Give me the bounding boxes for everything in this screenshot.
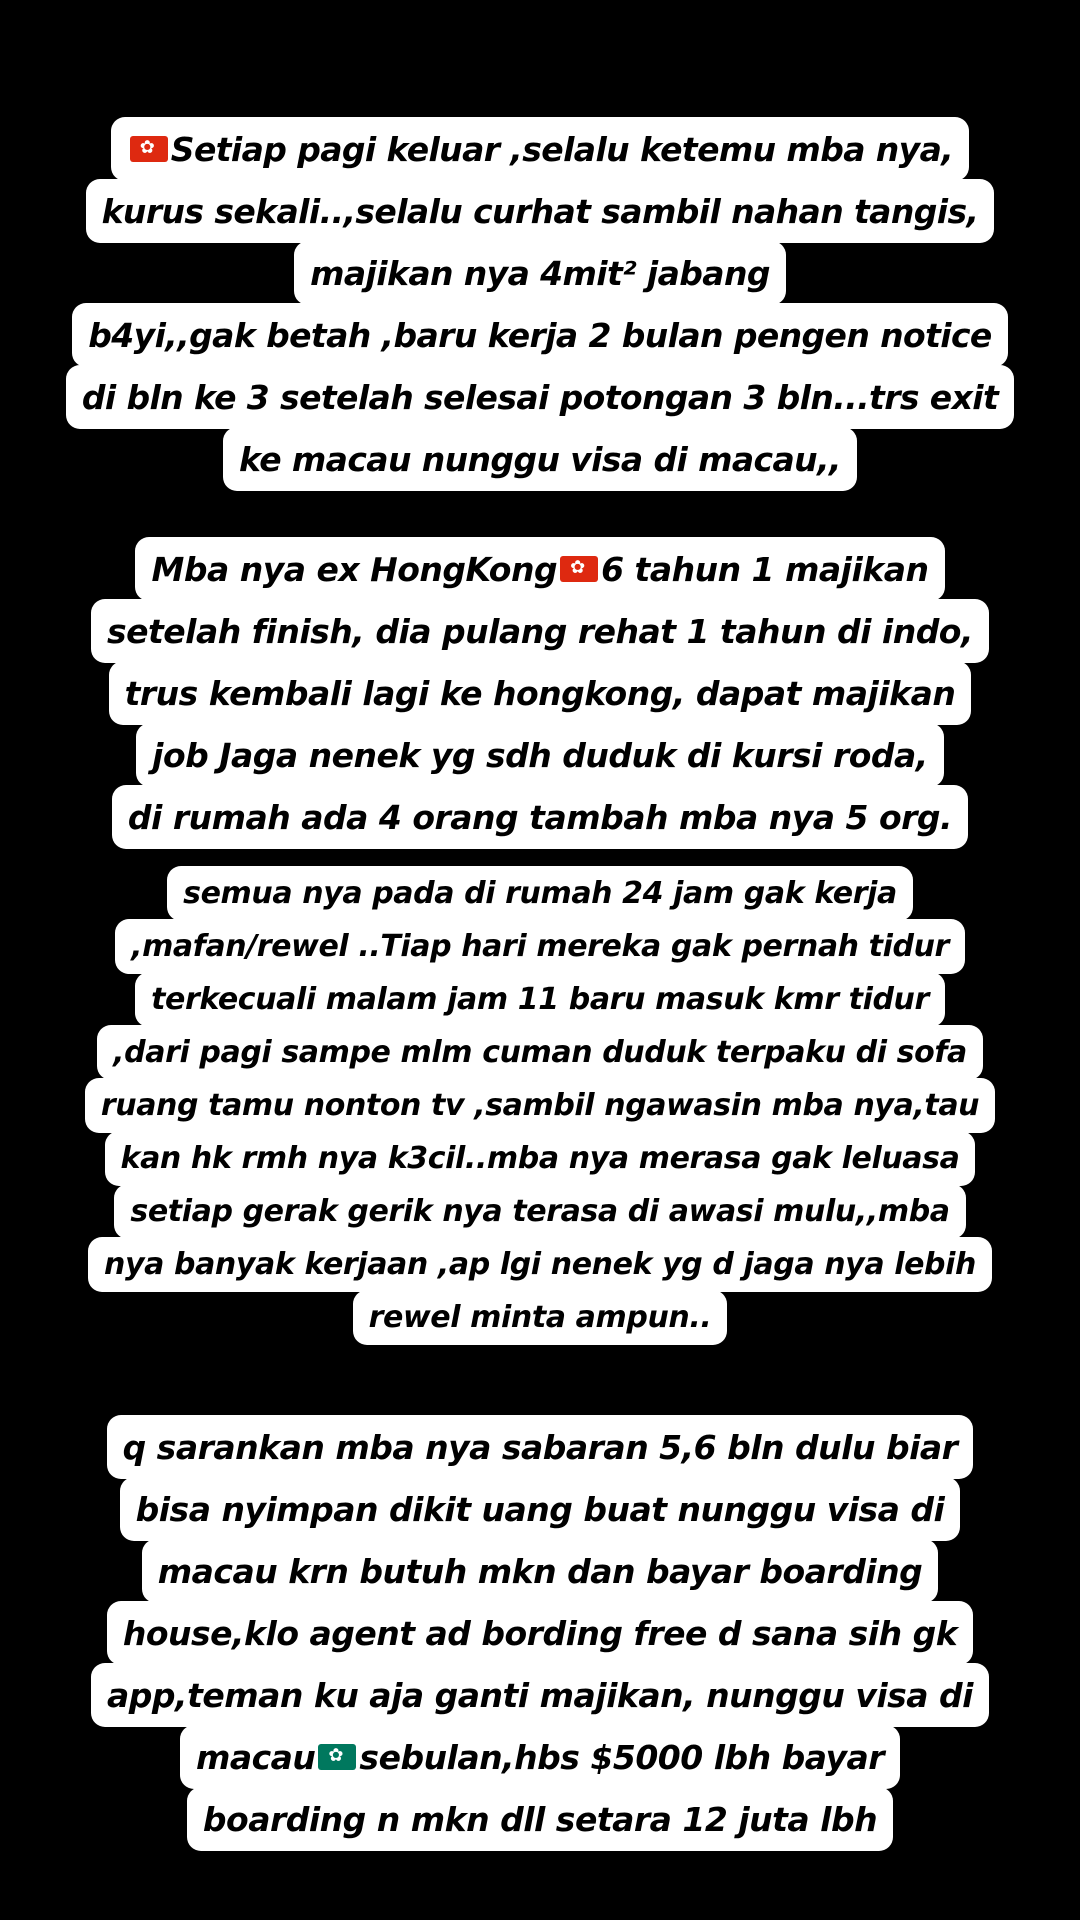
caption-line — [294, 241, 786, 305]
caption-text: app,teman ku aja ganti majikan, nunggu visa di — [107, 1675, 973, 1715]
caption-text: setiap gerak gerik nya terasa di awasi mulu,,mba — [130, 1194, 950, 1229]
caption-line — [88, 1237, 992, 1292]
caption-block-3 — [0, 866, 1080, 1343]
caption-line — [142, 1539, 939, 1603]
caption-line — [85, 1078, 995, 1133]
caption-text: di rumah ada 4 orang tambah mba nya 5 org. — [127, 797, 953, 837]
caption-text: house,klo agent ad bording free d sana sih gk — [122, 1613, 958, 1653]
caption-text: ke macau nunggu visa di macau,, — [239, 439, 841, 479]
caption-line — [187, 1787, 893, 1851]
caption-block-4 — [0, 1415, 1080, 1849]
caption-text: majikan nya 4mit² jabang — [310, 253, 770, 293]
caption-line — [72, 303, 1007, 367]
caption-line — [107, 1415, 974, 1479]
caption-text: ruang tamu nonton tv ,sambil ngawasin mba nya,tau — [100, 1088, 980, 1123]
caption-text: Setiap pagi keluar ,selalu ketemu mba nya, — [170, 129, 954, 169]
caption-line — [107, 1601, 973, 1665]
caption-text: terkecuali malam jam 11 baru masuk kmr tidur — [151, 982, 929, 1017]
caption-text: boarding n mkn dll setara 12 juta lbh — [202, 1799, 878, 1839]
caption-text: ,dari pagi sampe mlm cuman duduk terpaku di sofa — [113, 1035, 967, 1070]
caption-line — [112, 785, 968, 849]
caption-text: setelah finish, dia pulang rehat 1 tahun di indo, — [106, 611, 974, 651]
caption-line — [135, 537, 944, 601]
hong-kong-flag-icon — [130, 136, 168, 162]
caption-text: q sarankan mba nya sabaran 5,6 bln dulu biar — [122, 1427, 958, 1467]
caption-line — [91, 1663, 989, 1727]
caption-line — [114, 1184, 965, 1239]
caption-text: ,mafan/rewel ..Tiap hari mereka gak pernah tidur — [131, 929, 949, 964]
caption-text: semua nya pada di rumah 24 jam gak kerja — [183, 876, 897, 911]
caption-line — [86, 179, 995, 243]
caption-line — [135, 972, 945, 1027]
caption-line — [105, 1131, 976, 1186]
caption-line — [136, 723, 944, 787]
caption-line — [91, 599, 989, 663]
caption-line — [66, 365, 1014, 429]
caption-text: nya banyak kerjaan ,ap lgi nenek yg d jaga nya lebih — [104, 1247, 976, 1282]
caption-text: job Jaga nenek yg sdh duduk di kursi roda, — [152, 735, 928, 775]
caption-text: b4yi,,gak betah ,baru kerja 2 bulan pengen notice — [88, 315, 992, 355]
caption-text: macau krn butuh mkn dan bayar boarding — [157, 1551, 923, 1591]
caption-text: bisa nyimpan dikit uang buat nunggu visa di — [135, 1489, 945, 1529]
caption-text: rewel minta ampun.. — [368, 1300, 712, 1335]
caption-line — [120, 1477, 961, 1541]
caption-line — [109, 661, 972, 725]
caption-text: macau — [195, 1737, 316, 1777]
caption-block-1 — [0, 117, 1080, 489]
caption-block-2 — [0, 537, 1080, 847]
caption-text-after: sebulan,hbs $5000 lbh bayar — [359, 1737, 885, 1777]
caption-text: di bln ke 3 setelah selesai potongan 3 bln...trs exit — [81, 377, 999, 417]
caption-line — [115, 919, 965, 974]
caption-line — [97, 1025, 983, 1080]
caption-line — [180, 1725, 900, 1789]
caption-line — [223, 427, 857, 491]
caption-text: kurus sekali..,selalu curhat sambil nahan tangis, — [101, 191, 979, 231]
caption-line — [167, 866, 913, 921]
hong-kong-flag-icon — [560, 556, 598, 582]
caption-text-after: 6 tahun 1 majikan — [601, 549, 929, 589]
macau-flag-icon — [318, 1744, 356, 1770]
caption-text: trus kembali lagi ke hongkong, dapat majikan — [124, 673, 956, 713]
caption-text: kan hk rmh nya k3cil..mba nya merasa gak leluasa — [120, 1141, 960, 1176]
caption-line — [353, 1290, 728, 1345]
caption-text: Mba nya ex HongKong — [151, 549, 558, 589]
caption-line — [111, 117, 969, 181]
